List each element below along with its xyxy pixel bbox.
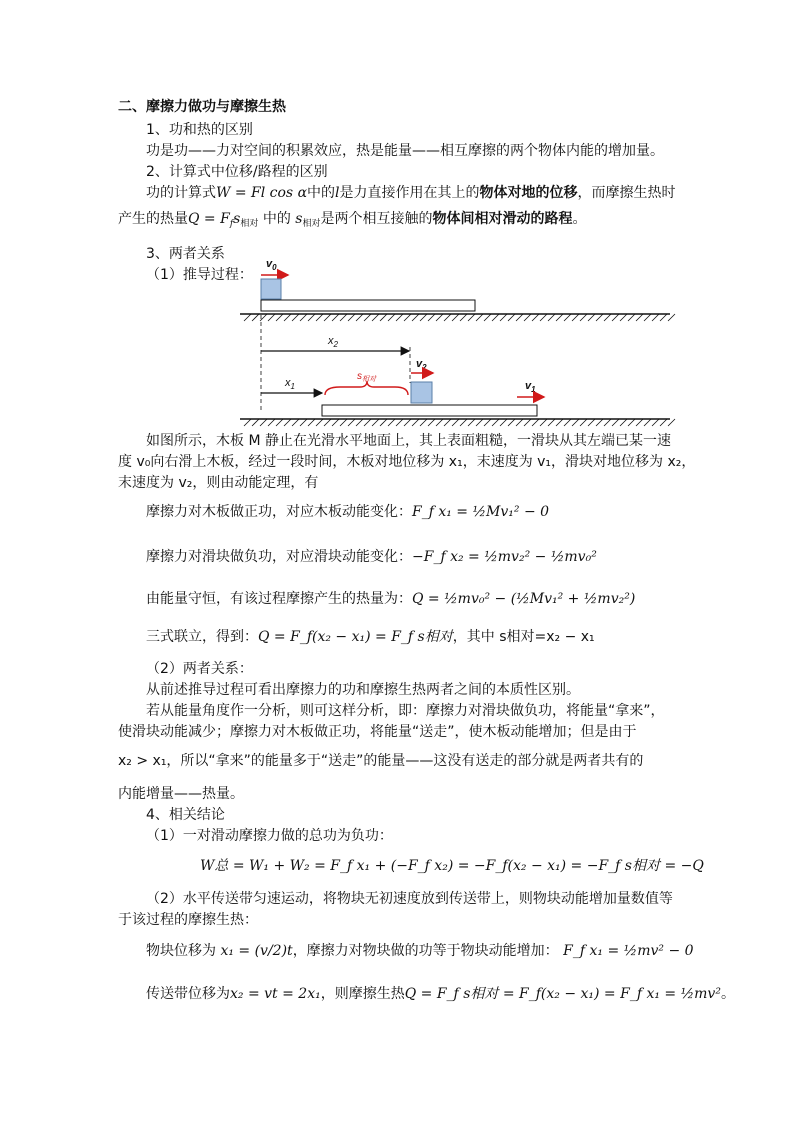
hatch-mark bbox=[404, 314, 411, 321]
hatch-mark bbox=[292, 314, 299, 321]
hatch-mark bbox=[340, 314, 347, 321]
s4-line-a bbox=[146, 942, 694, 960]
slider-block-initial bbox=[261, 279, 281, 299]
hatch-mark bbox=[388, 419, 395, 426]
p3-line4: 内能增量——热量。 bbox=[118, 786, 244, 802]
hatch-mark bbox=[436, 314, 443, 321]
hatch-mark bbox=[428, 419, 435, 426]
p3-line1: 若从能量角度作一分析，则可这样分析，即：摩擦力对滑块做负功，将能量“拿来”， bbox=[146, 703, 665, 719]
hatch-mark bbox=[532, 419, 539, 426]
hatch-mark bbox=[476, 314, 483, 321]
v2-label: $v_2$ bbox=[416, 358, 427, 372]
s4-line-b bbox=[146, 985, 735, 1003]
ground-hatch-bottom bbox=[244, 419, 675, 426]
s1-text: 功是功——力对空间的积累效应，热是能量——相互摩擦的两个物体内能的增加量。 bbox=[146, 143, 664, 159]
friction-diagram bbox=[230, 255, 680, 430]
hatch-mark bbox=[572, 314, 579, 321]
hatch-mark bbox=[308, 314, 315, 321]
work-formula: W = Fl cos α bbox=[216, 185, 308, 201]
s-rel-brace bbox=[325, 381, 408, 395]
hatch-mark bbox=[372, 419, 379, 426]
initial-state bbox=[240, 258, 675, 321]
hatch-mark bbox=[452, 314, 459, 321]
eq3-formula: Q = ½mv₀² − (½Mv₁² + ½mv₂²) bbox=[412, 591, 636, 607]
hatch-mark bbox=[604, 314, 611, 321]
hatch-mark bbox=[348, 314, 355, 321]
hatch-mark bbox=[516, 419, 523, 426]
hatch-mark bbox=[380, 314, 387, 321]
s2-text-c: 是力直接作用在其上的 bbox=[339, 185, 480, 201]
hatch-mark bbox=[300, 314, 307, 321]
hatch-mark bbox=[260, 419, 267, 426]
s3-heading: 3、两者关系 bbox=[146, 246, 225, 262]
s1-heading: 1、功和热的区别 bbox=[146, 122, 253, 138]
hatch-mark bbox=[652, 314, 659, 321]
hatch-mark bbox=[284, 419, 291, 426]
hatch-mark bbox=[500, 314, 507, 321]
s4-text-a1: 物块位移为 bbox=[146, 943, 216, 959]
hatch-mark bbox=[524, 419, 531, 426]
s4-heading: 4、相关结论 bbox=[146, 807, 225, 823]
hatch-mark bbox=[668, 419, 675, 426]
hatch-mark bbox=[412, 419, 419, 426]
s4-text-b-end: 。 bbox=[720, 986, 735, 1002]
hatch-mark bbox=[388, 314, 395, 321]
hatch-mark bbox=[348, 419, 355, 426]
eq4-formula: Q = F_f(x₂ − x₁) = F_f s相对 bbox=[258, 629, 453, 645]
hatch-mark bbox=[516, 314, 523, 321]
hatch-mark bbox=[628, 314, 635, 321]
hatch-mark bbox=[356, 314, 363, 321]
hatch-mark bbox=[604, 419, 611, 426]
hatch-mark bbox=[300, 419, 307, 426]
ground-hatch-top bbox=[244, 314, 675, 321]
hatch-mark bbox=[404, 419, 411, 426]
hatch-mark bbox=[316, 419, 323, 426]
slider-block-final bbox=[411, 382, 432, 403]
hatch-mark bbox=[588, 314, 595, 321]
hatch-mark bbox=[252, 314, 259, 321]
hatch-mark bbox=[644, 419, 651, 426]
heat-formula: Q = F bbox=[188, 211, 230, 227]
hatch-mark bbox=[580, 419, 587, 426]
eq4-tail: ，其中 s相对=x₂ − x₁ bbox=[452, 629, 595, 645]
s2-text-g: 是两个相互接触的 bbox=[320, 211, 433, 227]
hatch-mark bbox=[524, 314, 531, 321]
hatch-mark bbox=[444, 419, 451, 426]
hatch-mark bbox=[244, 419, 251, 426]
hatch-mark bbox=[484, 314, 491, 321]
hatch-mark bbox=[252, 419, 259, 426]
section-title: 二、摩擦力做功与摩擦生热 bbox=[118, 99, 286, 115]
x1-label: $x_1$ bbox=[285, 377, 295, 391]
hatch-mark bbox=[612, 314, 619, 321]
eq4-row bbox=[146, 628, 595, 646]
s4-formula-a: x₁ = (v/2)t bbox=[220, 943, 293, 959]
p3-line2: 使滑块动能减少；摩擦力对木板做正功，将能量“送走”，使木板动能增加；但是由于 bbox=[118, 724, 637, 740]
eq4-text: 三式联立，得到： bbox=[146, 629, 258, 645]
hatch-mark bbox=[540, 314, 547, 321]
hatch-mark bbox=[268, 314, 275, 321]
s4-text-b2: ，则摩擦生热 bbox=[320, 986, 405, 1002]
hatch-mark bbox=[268, 419, 275, 426]
s2-text-a: 功的计算式 bbox=[146, 185, 216, 201]
hatch-mark bbox=[292, 419, 299, 426]
s-symbol-sub: 相对 bbox=[302, 219, 321, 229]
hatch-mark bbox=[276, 419, 283, 426]
hatch-mark bbox=[484, 419, 491, 426]
eq2-formula: −F_f x₂ = ½mv₂² − ½mv₀² bbox=[412, 549, 597, 565]
s3-sub2: （2）两者关系： bbox=[146, 661, 253, 677]
heat-formula-s: s bbox=[233, 211, 241, 227]
hatch-mark bbox=[332, 314, 339, 321]
s2-bold-2: 物体间相对滑动的路程 bbox=[432, 211, 573, 227]
hatch-mark bbox=[428, 314, 435, 321]
s4-formula-a2: F_f x₁ = ½mv² − 0 bbox=[563, 943, 694, 959]
hatch-mark bbox=[460, 314, 467, 321]
hatch-mark bbox=[548, 419, 555, 426]
hatch-mark bbox=[628, 419, 635, 426]
s2-text-h: 。 bbox=[572, 211, 587, 227]
p1-line2: 度 v₀向右滑上木板，经过一段时间，木板对地位移为 x₁，末速度为 v₁，滑块对地位移为 x₂， bbox=[118, 454, 696, 470]
hatch-mark bbox=[356, 419, 363, 426]
hatch-mark bbox=[452, 419, 459, 426]
board-final bbox=[322, 405, 537, 416]
hatch-mark bbox=[556, 419, 563, 426]
s4-formula1: W总 = W₁ + W₂ = F_f x₁ + (−F_f x₂) = −F_f(x₂ − x₁) = −F_f s相对 = −Q bbox=[200, 858, 704, 874]
x2-label: $x_2$ bbox=[328, 335, 338, 349]
s4-sub1: （1）一对滑动摩擦力做的总功为负功： bbox=[146, 828, 393, 844]
hatch-mark bbox=[532, 314, 539, 321]
hatch-mark bbox=[460, 419, 467, 426]
hatch-mark bbox=[244, 314, 251, 321]
hatch-mark bbox=[508, 314, 515, 321]
s2-text-f: 中的 bbox=[262, 211, 291, 227]
hatch-mark bbox=[660, 314, 667, 321]
hatch-mark bbox=[468, 314, 475, 321]
hatch-mark bbox=[380, 419, 387, 426]
hatch-mark bbox=[556, 314, 563, 321]
hatch-mark bbox=[468, 419, 475, 426]
hatch-mark bbox=[644, 314, 651, 321]
hatch-mark bbox=[420, 314, 427, 321]
v0-label: $v_0$ bbox=[266, 258, 277, 272]
eq3-row bbox=[146, 590, 635, 608]
hatch-mark bbox=[372, 314, 379, 321]
hatch-mark bbox=[620, 314, 627, 321]
hatch-mark bbox=[572, 419, 579, 426]
s4-formula-b: x₂ = vt = 2x₁ bbox=[230, 986, 321, 1002]
s2-text-b: 中的 bbox=[307, 185, 336, 201]
hatch-mark bbox=[540, 419, 547, 426]
s4-sub2-line2: 于该过程的摩擦生热： bbox=[118, 912, 258, 928]
s-rel-label: $s_{相对}$ bbox=[357, 371, 376, 383]
hatch-mark bbox=[412, 314, 419, 321]
hatch-mark bbox=[324, 314, 331, 321]
s4-sub2-line1: （2）水平传送带匀速运动，将物块无初速度放到传送带上，则物块动能增加量数值等 bbox=[146, 891, 673, 907]
s2-line2 bbox=[118, 210, 586, 233]
hatch-mark bbox=[284, 314, 291, 321]
hatch-mark bbox=[612, 419, 619, 426]
hatch-mark bbox=[276, 314, 283, 321]
eq1-formula: F_f x₁ = ½Mv₁² − 0 bbox=[412, 504, 550, 520]
p2-line1: 从前述推导过程可看出摩擦力的功和摩擦生热两者之间的本质性区别。 bbox=[146, 682, 580, 698]
s2-text-e: 产生的热量 bbox=[118, 211, 188, 227]
s3-sub1: （1）推导过程： bbox=[146, 267, 253, 283]
heat-formula-sub: f bbox=[229, 219, 234, 229]
hatch-mark bbox=[500, 419, 507, 426]
s4-text-a2: ，摩擦力对物块做的功等于物块动能增加： bbox=[292, 943, 559, 959]
hatch-mark bbox=[332, 419, 339, 426]
hatch-mark bbox=[396, 419, 403, 426]
hatch-mark bbox=[564, 419, 571, 426]
hatch-mark bbox=[548, 314, 555, 321]
hatch-mark bbox=[660, 419, 667, 426]
p3-line3: x₂ > x₁，所以“拿来”的能量多于“送走”的能量——这没有送走的部分就是两者共有的 bbox=[118, 753, 644, 769]
s4-formula-b2: Q = F_f s相对 = F_f(x₂ − x₁) = F_f x₁ = ½mv² bbox=[404, 986, 721, 1002]
hatch-mark bbox=[636, 419, 643, 426]
hatch-mark bbox=[324, 419, 331, 426]
p1-line1: 如图所示，木板 M 静止在光滑水平地面上，其上表面粗糙，一滑块从其左端已某一速 bbox=[146, 433, 671, 449]
hatch-mark bbox=[316, 314, 323, 321]
hatch-mark bbox=[580, 314, 587, 321]
heat-formula-s-sub: 相对 bbox=[240, 219, 259, 229]
p1-line3: 末速度为 v₂，则由动能定理，有 bbox=[118, 475, 319, 491]
hatch-mark bbox=[364, 314, 371, 321]
eq2-text: 摩擦力对滑块做负功，对应滑块动能变化： bbox=[146, 549, 412, 565]
l-symbol: l bbox=[335, 185, 340, 201]
hatch-mark bbox=[308, 419, 315, 426]
hatch-mark bbox=[668, 314, 675, 321]
hatch-mark bbox=[564, 314, 571, 321]
eq2-row bbox=[146, 548, 597, 566]
hatch-mark bbox=[436, 419, 443, 426]
hatch-mark bbox=[420, 419, 427, 426]
v1-label: $v_1$ bbox=[525, 380, 536, 394]
s-symbol: s bbox=[295, 211, 303, 227]
eq3-text: 由能量守恒，有该过程摩擦产生的热量为： bbox=[146, 591, 412, 607]
eq1-row bbox=[146, 503, 549, 521]
hatch-mark bbox=[364, 419, 371, 426]
s4-text-b1: 传送带位移为 bbox=[146, 986, 230, 1002]
hatch-mark bbox=[652, 419, 659, 426]
hatch-mark bbox=[508, 419, 515, 426]
hatch-mark bbox=[596, 314, 603, 321]
hatch-mark bbox=[492, 419, 499, 426]
s2-heading: 2、计算式中位移/路程的区别 bbox=[146, 164, 328, 180]
s2-text-d: ，而摩擦生热时 bbox=[577, 185, 676, 201]
s2-bold-1: 物体对地的位移 bbox=[479, 185, 578, 201]
hatch-mark bbox=[340, 419, 347, 426]
s2-line1 bbox=[146, 184, 676, 202]
hatch-mark bbox=[588, 419, 595, 426]
hatch-mark bbox=[444, 314, 451, 321]
eq1-text: 摩擦力对木板做正功，对应木板动能变化： bbox=[146, 504, 412, 520]
hatch-mark bbox=[620, 419, 627, 426]
hatch-mark bbox=[636, 314, 643, 321]
hatch-mark bbox=[596, 419, 603, 426]
hatch-mark bbox=[476, 419, 483, 426]
board-initial bbox=[261, 300, 475, 311]
hatch-mark bbox=[492, 314, 499, 321]
hatch-mark bbox=[396, 314, 403, 321]
